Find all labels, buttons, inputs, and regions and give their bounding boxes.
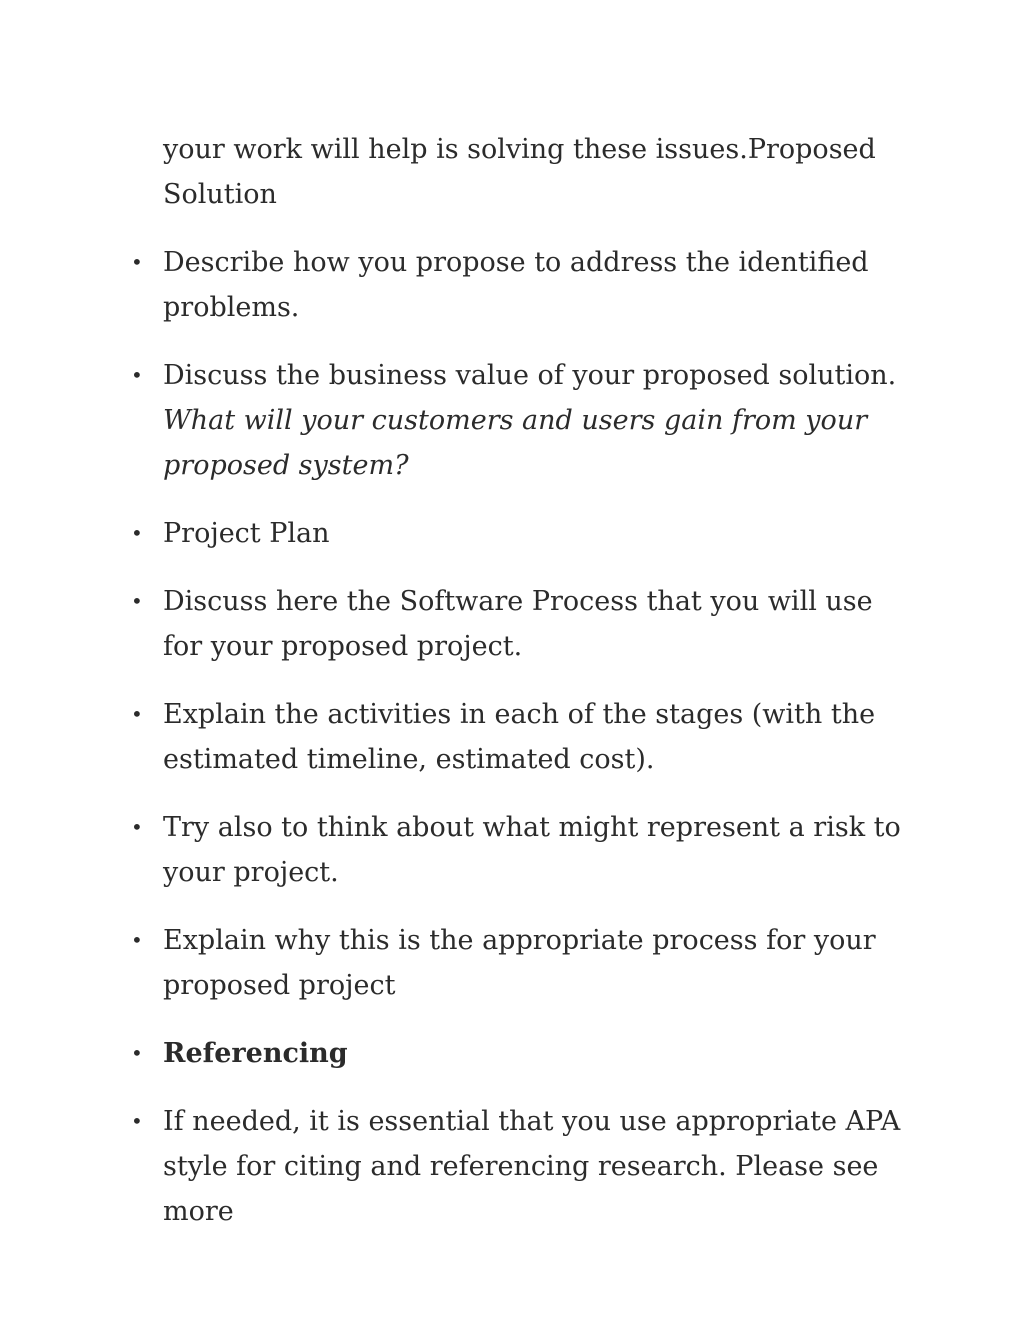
list-item xyxy=(131,1099,913,1234)
list-item-text: Project Plan xyxy=(163,518,330,549)
list-item xyxy=(131,579,913,669)
continuation-paragraph: your work will help is solving these issues.Proposed Solution xyxy=(163,134,876,210)
bullet-icon: • xyxy=(131,1109,143,1133)
list-item-text: Try also to think about what might represent a risk to your project. xyxy=(163,812,901,888)
list-item-text: Explain why this is the appropriate process for your proposed project xyxy=(163,925,876,1001)
list-item xyxy=(131,511,913,556)
bullet-icon: • xyxy=(131,815,143,839)
list-item xyxy=(131,1031,913,1076)
bullet-icon: • xyxy=(131,589,143,613)
list-item-text: Explain the activities in each of the stages (with the estimated timeline, estimated cost). xyxy=(163,699,876,775)
list-item-text: Describe how you propose to address the identified problems. xyxy=(163,247,869,323)
list-item-italic-text: What will your customers and users gain from your proposed system? xyxy=(163,405,868,481)
section-heading-referencing: Referencing xyxy=(163,1038,348,1069)
list-item-text: Discuss the business value of your proposed solution. xyxy=(163,360,897,391)
bullet-icon: • xyxy=(131,928,143,952)
list-item-text: Discuss here the Software Process that you will use for your proposed project. xyxy=(163,586,873,662)
bullet-icon: • xyxy=(131,363,143,387)
list-item xyxy=(131,918,913,1008)
bullet-icon: • xyxy=(131,250,143,274)
bullet-icon: • xyxy=(131,1041,143,1065)
bullet-icon: • xyxy=(131,702,143,726)
list-item-text: If needed, it is essential that you use appropriate APA style for citing and referencing research. Please see more xyxy=(163,1106,901,1227)
bullet-list xyxy=(131,240,913,1257)
list-item xyxy=(131,805,913,895)
list-item xyxy=(131,240,913,330)
list-item xyxy=(131,353,913,488)
bullet-icon: • xyxy=(131,521,143,545)
list-item xyxy=(131,692,913,782)
